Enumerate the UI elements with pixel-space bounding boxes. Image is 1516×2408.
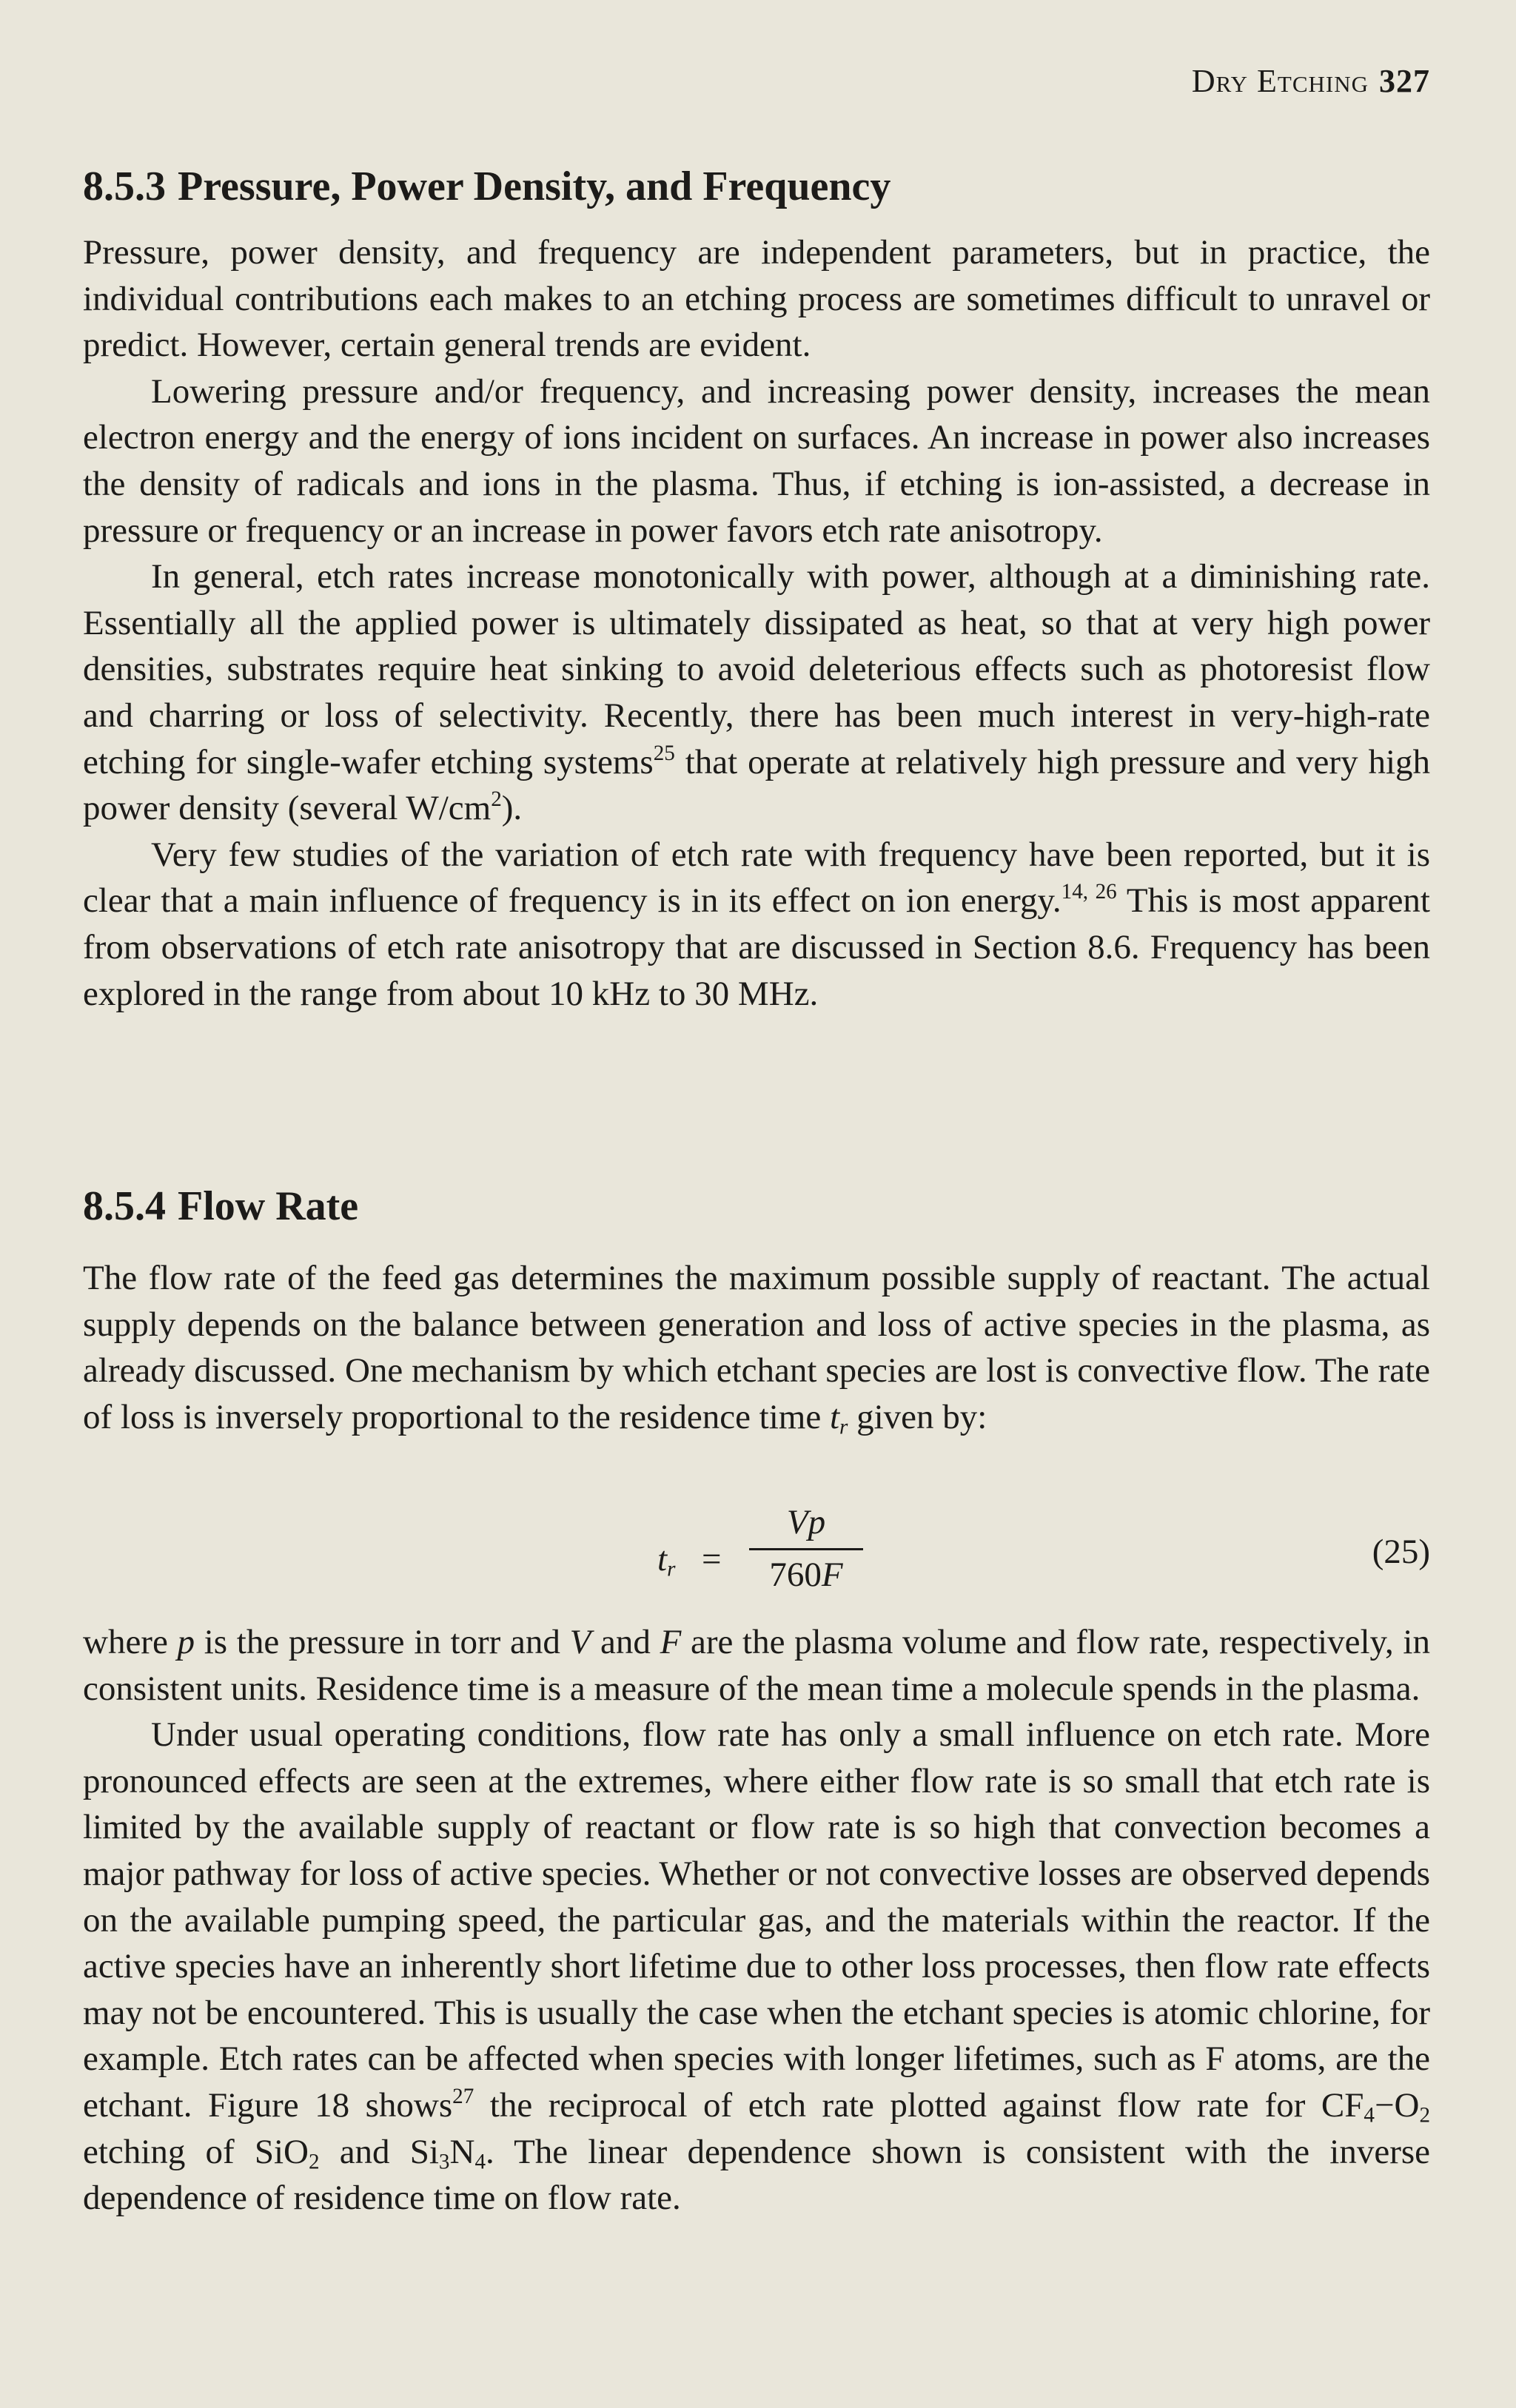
fraction-numerator [749,1502,863,1545]
paragraph-text: etching of SiO [83,2132,309,2171]
superscript: 2 [491,787,502,812]
paragraph [83,832,1430,1017]
section-title: Flow Rate [178,1183,359,1229]
paragraph-text: where [83,1623,178,1661]
math-number: 760 [769,1556,822,1594]
paragraph: Pressure, power density, and frequency are independent parameters, but in practice, the individual contributions each makes to an etching process are sometimes difficult to unravel or predict. However, certain general trends are evident. [83,233,1430,365]
paragraph: Lowering pressure and/or frequency, and increasing power density, increases the mean electron energy and the energy of ions incident on surfaces. An increase in power also increases the density of radicals and ions in the plasma. Thus, if etching is ion-assisted, a decrease in pressure or frequency or an increase in power favors etch rate anisotropy. [83,371,1430,550]
fraction-bar [749,1548,863,1550]
equation-25 [83,1502,1430,1606]
chemical-subscript: 3 [438,2149,450,2173]
paragraph [83,1712,1430,2222]
paragraph-text: and [591,1623,660,1661]
paragraph [83,1619,1430,1712]
math-variable: F [821,1556,843,1594]
paragraph-text: Under usual operating conditions, flow rate has only a small influence on etch rate. More pronounced effects are seen at the extremes, where either flow rate is so small that etch rate is limited by the available supply of reactant or flow rate is so high that convection becomes a major pathway for loss of active species. Whether or not convective losses are observed depends on the available pumping speed, the particular gas, and the materials within the reactor. If the active species have an inherently short lifetime due to other loss processes, then flow rate effects may not be encountered. This is usually the case when the etchant species is atomic chlorine, for example. Etch rates can be affected when species with longer lifetimes, such as F atoms, are the etchant. Figure 18 shows [83,1715,1430,2125]
paragraph-text: . The linear dependence shown is consistent with the inverse dependence of residence time on flow rate. [83,2132,1430,2218]
section-heading-8-5-3 [83,163,891,210]
fraction-denominator [749,1555,863,1595]
section-number: 8.5.4 [83,1183,166,1229]
page-number: 327 [1379,63,1430,99]
running-head [1192,62,1430,100]
section-number: 8.5.3 [83,164,166,209]
paragraph-text: and Si [319,2132,439,2171]
reference-marker: 25 [653,741,675,765]
paragraph-text: the reciprocal of etch rate plotted against flow rate for CF [474,2085,1364,2125]
section-heading-8-5-4 [83,1183,358,1230]
paragraph-text: is the pressure in torr and [195,1623,570,1661]
reference-marker: 27 [452,2084,474,2108]
paragraph-text: N [449,2132,475,2171]
paragraph-text: −O [1374,2085,1420,2125]
paragraph-text: In general, etch rates increase monotonically with power, although at a diminishing rate. Essentially all the applied power is ultimately dissipated as heat, so that at very high power densities, substrates require heat sinking to avoid deleterious effects such as photoresist flow and charring or loss of selectivity. Recently, there has been much interest in very-high-rate etching for single-wafer etching systems [83,557,1430,781]
reference-marker: 14, 26 [1061,880,1117,904]
paragraph [83,554,1430,832]
math-subscript: r [839,1415,848,1439]
math-variable: t [829,1397,840,1436]
math-subscript: r [667,1557,676,1581]
math-variable: F [660,1623,682,1661]
section-body-8-5-4-rest [83,1619,1430,2222]
paragraph-text: This is most apparent from observations of etch rate anisotropy that are discussed in Section 8.6. Frequency has been explored in the range from about 10 kHz to 30 MHz. [83,881,1430,1013]
running-head-title: Dry Etching [1191,63,1369,99]
math-variable: V [569,1623,591,1661]
paragraph-text: The flow rate of the feed gas determines the maximum possible supply of reactant. The actual supply depends on the balance between generation and loss of active species in the plasma, as already discussed. One mechanism by which etchant species are lost is convective flow. The rate of loss is inversely proportional to the residence time [83,1259,1430,1436]
section-title: Pressure, Power Density, and Frequency [178,164,891,209]
paragraph-text: Very few studies of the variation of etch rate with frequency have been reported, but it is clear that a main influence of frequency is in its effect on ion energy. [83,835,1430,921]
section-body-8-5-3 [83,229,1430,1017]
equation-lhs [657,1539,675,1579]
math-variable: Vp [786,1503,826,1541]
section-body-8-5-4-intro [83,1255,1430,1440]
equals-sign: = [702,1540,722,1578]
paragraph [83,1255,1430,1440]
math-variable: p [177,1623,195,1661]
paragraph-text: that operate at relatively high pressure and very high power density (several W/cm [83,742,1431,828]
paragraph-text: are the plasma volume and flow rate, respectively, in consistent units. Residence time is a measure of the mean time a molecule spends in the plasma. [83,1623,1430,1708]
chemical-subscript: 2 [308,2149,320,2173]
chemical-subscript: 2 [1419,2103,1430,2128]
chemical-subscript: 4 [1364,2103,1375,2128]
paragraph-text: ). [501,789,523,828]
fraction [749,1502,863,1595]
equation-number: (25) [1372,1533,1430,1571]
paragraph-text: given by: [848,1397,987,1436]
math-variable: t [657,1540,668,1578]
chemical-subscript: 4 [474,2149,486,2173]
